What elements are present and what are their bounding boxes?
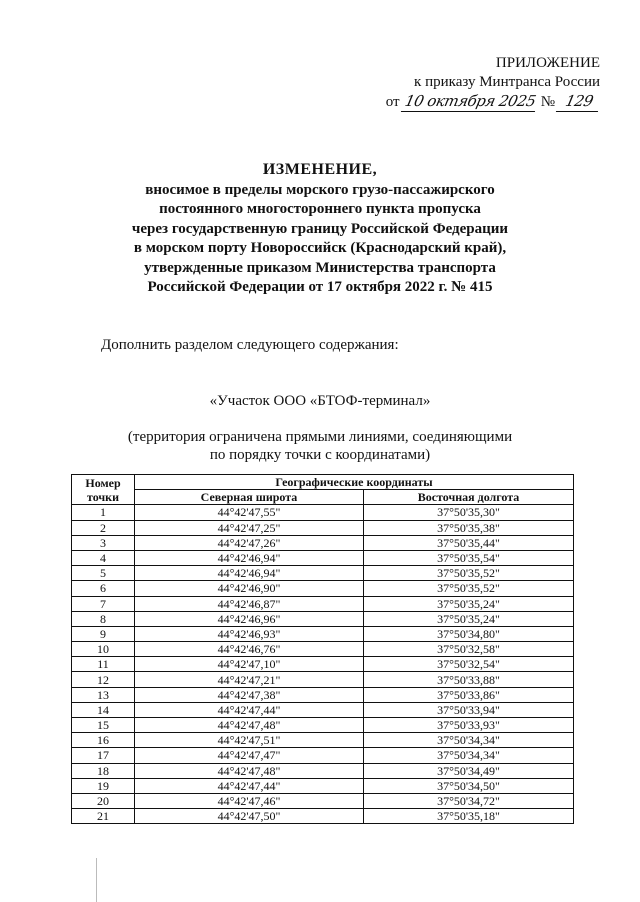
table-row — [72, 611, 574, 626]
latitude-cell: 44°42'47,50" — [135, 809, 364, 824]
table-row — [72, 520, 574, 535]
table-row — [72, 672, 574, 687]
handwritten-date: 10 октября 2025 — [400, 92, 538, 112]
latitude-cell: 44°42'46,94" — [135, 550, 364, 565]
longitude-cell: 37°50'34,72" — [364, 793, 574, 808]
point-number-cell: 3 — [72, 535, 135, 550]
heading-line: утвержденные приказом Министерства транспорта — [144, 259, 496, 276]
table-row — [72, 550, 574, 565]
annex-date-prefix: от — [385, 94, 400, 110]
point-number-cell: 5 — [72, 566, 135, 581]
point-number-cell: 20 — [72, 793, 135, 808]
point-number-cell: 18 — [72, 763, 135, 778]
table-row — [72, 657, 574, 672]
section-title: «Участок ООО «БТОФ-терминал» — [209, 393, 431, 409]
latitude-cell: 44°42'47,10" — [135, 657, 364, 672]
table-row — [72, 596, 574, 611]
longitude-cell: 37°50'35,44" — [364, 535, 574, 550]
latitude-cell: 44°42'47,44" — [135, 778, 364, 793]
heading-line: постоянного многостороннего пункта пропуска — [159, 201, 481, 217]
annex-number-sign: № — [540, 94, 555, 110]
table-row — [72, 718, 574, 733]
point-number-cell: 12 — [72, 672, 135, 687]
point-number-cell: 21 — [72, 809, 135, 824]
longitude-cell: 37°50'33,93" — [364, 718, 574, 733]
table-row — [72, 642, 574, 657]
table-row — [72, 535, 574, 550]
annex-date-row — [386, 92, 600, 112]
latitude-cell: 44°42'47,48" — [135, 763, 364, 778]
latitude-cell: 44°42'47,48" — [135, 718, 364, 733]
latitude-cell: 44°42'46,93" — [135, 626, 364, 641]
table-row — [72, 702, 574, 717]
longitude-cell: 37°50'35,38" — [364, 520, 574, 535]
table-row — [72, 505, 574, 520]
longitude-cell: 37°50'33,94" — [364, 702, 574, 717]
header-point-number-line2: точки — [86, 489, 120, 504]
latitude-cell: 44°42'46,87" — [135, 596, 364, 611]
latitude-cell: 44°42'47,46" — [135, 793, 364, 808]
intro-text: Дополнить разделом следующего содержания: — [101, 337, 399, 353]
header-point-number — [72, 475, 135, 505]
table-row — [72, 566, 574, 581]
table-row — [72, 687, 574, 702]
latitude-cell: 44°42'47,21" — [135, 672, 364, 687]
table-row — [72, 733, 574, 748]
latitude-cell: 44°42'47,38" — [135, 687, 364, 702]
point-number-cell: 15 — [72, 718, 135, 733]
latitude-cell: 44°42'47,26" — [135, 535, 364, 550]
latitude-cell: 44°42'46,76" — [135, 642, 364, 657]
latitude-cell: 44°42'46,94" — [135, 566, 364, 581]
header-longitude: Восточная долгота — [364, 490, 574, 505]
header-point-number-line1: Номер — [85, 475, 121, 490]
section-note — [0, 428, 640, 464]
latitude-cell: 44°42'46,96" — [135, 611, 364, 626]
point-number-cell: 8 — [72, 611, 135, 626]
heading-line: Российской Федерации от 17 октября 2022 г. № 415 — [147, 279, 493, 295]
table-row — [72, 626, 574, 641]
document-heading — [0, 160, 640, 298]
longitude-cell: 37°50'35,52" — [364, 566, 574, 581]
header-geo-coordinates: Географические координаты — [135, 475, 574, 490]
point-number-cell: 14 — [72, 702, 135, 717]
table-row — [72, 581, 574, 596]
note-line: по порядку точки с координатами) — [209, 447, 431, 463]
note-line: (территория ограничена прямыми линиями, соединяющими — [127, 429, 513, 445]
longitude-cell: 37°50'33,86" — [364, 687, 574, 702]
point-number-cell: 6 — [72, 581, 135, 596]
annex-order-line: к приказу Минтранса России — [414, 74, 600, 90]
longitude-cell: 37°50'35,24" — [364, 611, 574, 626]
coordinates-table-body — [72, 505, 574, 824]
point-number-cell: 10 — [72, 642, 135, 657]
longitude-cell: 37°50'34,34" — [364, 733, 574, 748]
longitude-cell: 37°50'34,34" — [364, 748, 574, 763]
heading-line: в морском порту Новороссийск (Краснодарский край), — [133, 240, 507, 256]
latitude-cell: 44°42'47,47" — [135, 748, 364, 763]
margin-line — [96, 858, 97, 902]
coordinates-table — [71, 474, 574, 824]
longitude-cell: 37°50'33,88" — [364, 672, 574, 687]
header-latitude: Северная широта — [135, 490, 364, 505]
table-row — [72, 793, 574, 808]
point-number-cell: 17 — [72, 748, 135, 763]
point-number-cell: 13 — [72, 687, 135, 702]
annex-block — [386, 54, 600, 112]
latitude-cell: 44°42'47,55" — [135, 505, 364, 520]
point-number-cell: 7 — [72, 596, 135, 611]
longitude-cell: 37°50'32,54" — [364, 657, 574, 672]
longitude-cell: 37°50'35,24" — [364, 596, 574, 611]
table-row — [72, 748, 574, 763]
point-number-cell: 9 — [72, 626, 135, 641]
latitude-cell: 44°42'46,90" — [135, 581, 364, 596]
table-row — [72, 778, 574, 793]
heading-line: через государственную границу Российской Федерации — [131, 220, 509, 237]
longitude-cell: 37°50'34,50" — [364, 778, 574, 793]
point-number-cell: 2 — [72, 520, 135, 535]
longitude-cell: 37°50'34,80" — [364, 626, 574, 641]
longitude-cell: 37°50'32,58" — [364, 642, 574, 657]
table-row — [72, 763, 574, 778]
point-number-cell: 11 — [72, 657, 135, 672]
longitude-cell: 37°50'34,49" — [364, 763, 574, 778]
latitude-cell: 44°42'47,51" — [135, 733, 364, 748]
annex-title: ПРИЛОЖЕНИЕ — [495, 55, 600, 71]
table-row — [72, 809, 574, 824]
latitude-cell: 44°42'47,44" — [135, 702, 364, 717]
heading-line: вносимое в пределы морского грузо-пассажирского — [145, 181, 495, 198]
latitude-cell: 44°42'47,25" — [135, 520, 364, 535]
longitude-cell: 37°50'35,30" — [364, 505, 574, 520]
point-number-cell: 1 — [72, 505, 135, 520]
point-number-cell: 16 — [72, 733, 135, 748]
heading-title: ИЗМЕНЕНИЕ, — [262, 161, 378, 178]
longitude-cell: 37°50'35,18" — [364, 809, 574, 824]
longitude-cell: 37°50'35,54" — [364, 550, 574, 565]
point-number-cell: 4 — [72, 550, 135, 565]
point-number-cell: 19 — [72, 778, 135, 793]
longitude-cell: 37°50'35,52" — [364, 581, 574, 596]
handwritten-number: 129 — [556, 92, 602, 112]
